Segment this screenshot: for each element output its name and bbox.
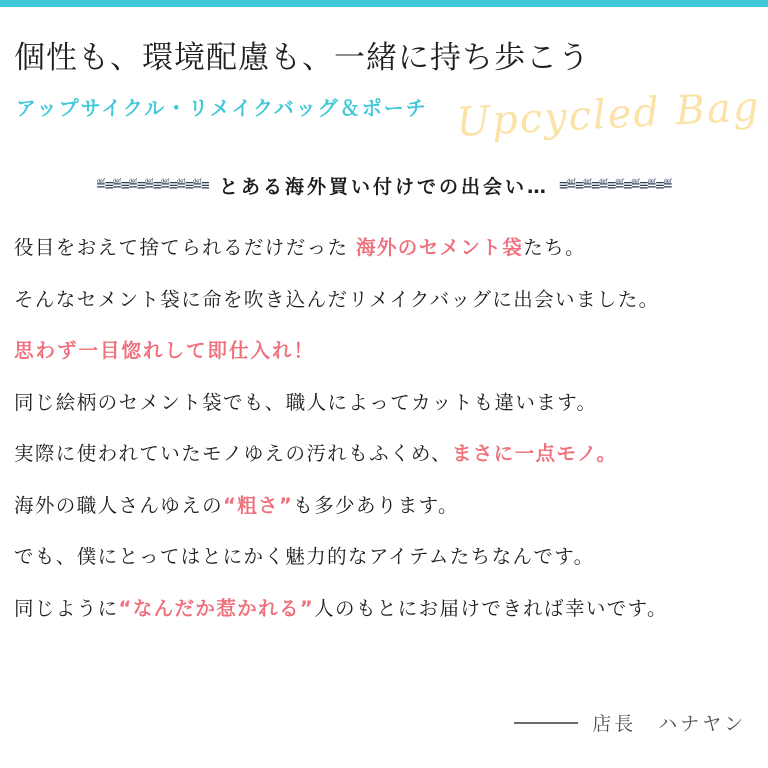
body-line <box>14 493 758 517</box>
body-line <box>14 287 758 311</box>
header-block <box>0 22 768 146</box>
signature-text: 店長 ハナヤン <box>592 713 746 735</box>
body-line <box>14 341 758 361</box>
top-accent-rule <box>0 0 768 7</box>
body-copy <box>14 238 758 650</box>
body-text-emphasis: “なんだか惹かれる” <box>118 596 315 620</box>
signature-rule <box>514 722 578 724</box>
section-title: とある海外買い付けでの出会い… <box>218 175 549 198</box>
body-line <box>14 390 758 414</box>
body-text: でも、僕にとってはとにかく魅力的なアイテムたちなんです。 <box>14 545 595 568</box>
ornament-right: ≡≝≡≝≡≝≡≝≡≝≡≝≡≝ <box>559 176 672 194</box>
page-title: 個性も、環境配慮も、一緒に持ち歩こう <box>14 40 590 76</box>
body-text: 実際に使われていたモノゆえの汚れもふくめ、 <box>14 442 452 465</box>
body-text: 役目をおえて捨てられるだけだった <box>14 236 356 259</box>
body-text: 海外の職人さんゆえの <box>14 493 224 517</box>
body-text: 同じ絵柄のセメント袋でも、職人によってカットも違います。 <box>14 390 598 414</box>
section-divider <box>0 168 768 202</box>
ornament-left: ≡≝≡≝≡≝≡≝≡≝≡≝≡≝ <box>96 176 209 194</box>
body-line <box>14 596 758 620</box>
body-text: たち。 <box>523 236 586 259</box>
body-text-emphasis: 思わず一目惚れして即仕入れ！ <box>14 339 316 362</box>
body-line <box>14 444 758 464</box>
body-text: 人のもとにお届けできれば幸いです。 <box>314 596 668 620</box>
body-text-emphasis: まさに一点モノ。 <box>451 442 618 465</box>
body-text-emphasis: “粗さ” <box>223 493 294 517</box>
page-subtitle: アップサイクル・リメイクバッグ＆ポーチ <box>16 96 428 120</box>
script-accent-text: Upcycled Bag <box>454 84 762 146</box>
body-text: そんなセメント袋に命を吹き込んだリメイクバッグに出会いました。 <box>14 287 660 311</box>
body-line <box>14 238 758 258</box>
body-text-emphasis: 海外のセメント袋 <box>356 236 524 259</box>
body-text: 同じように <box>14 596 119 620</box>
body-text: も多少あります。 <box>293 493 459 517</box>
body-line <box>14 547 758 567</box>
signature <box>514 709 746 736</box>
